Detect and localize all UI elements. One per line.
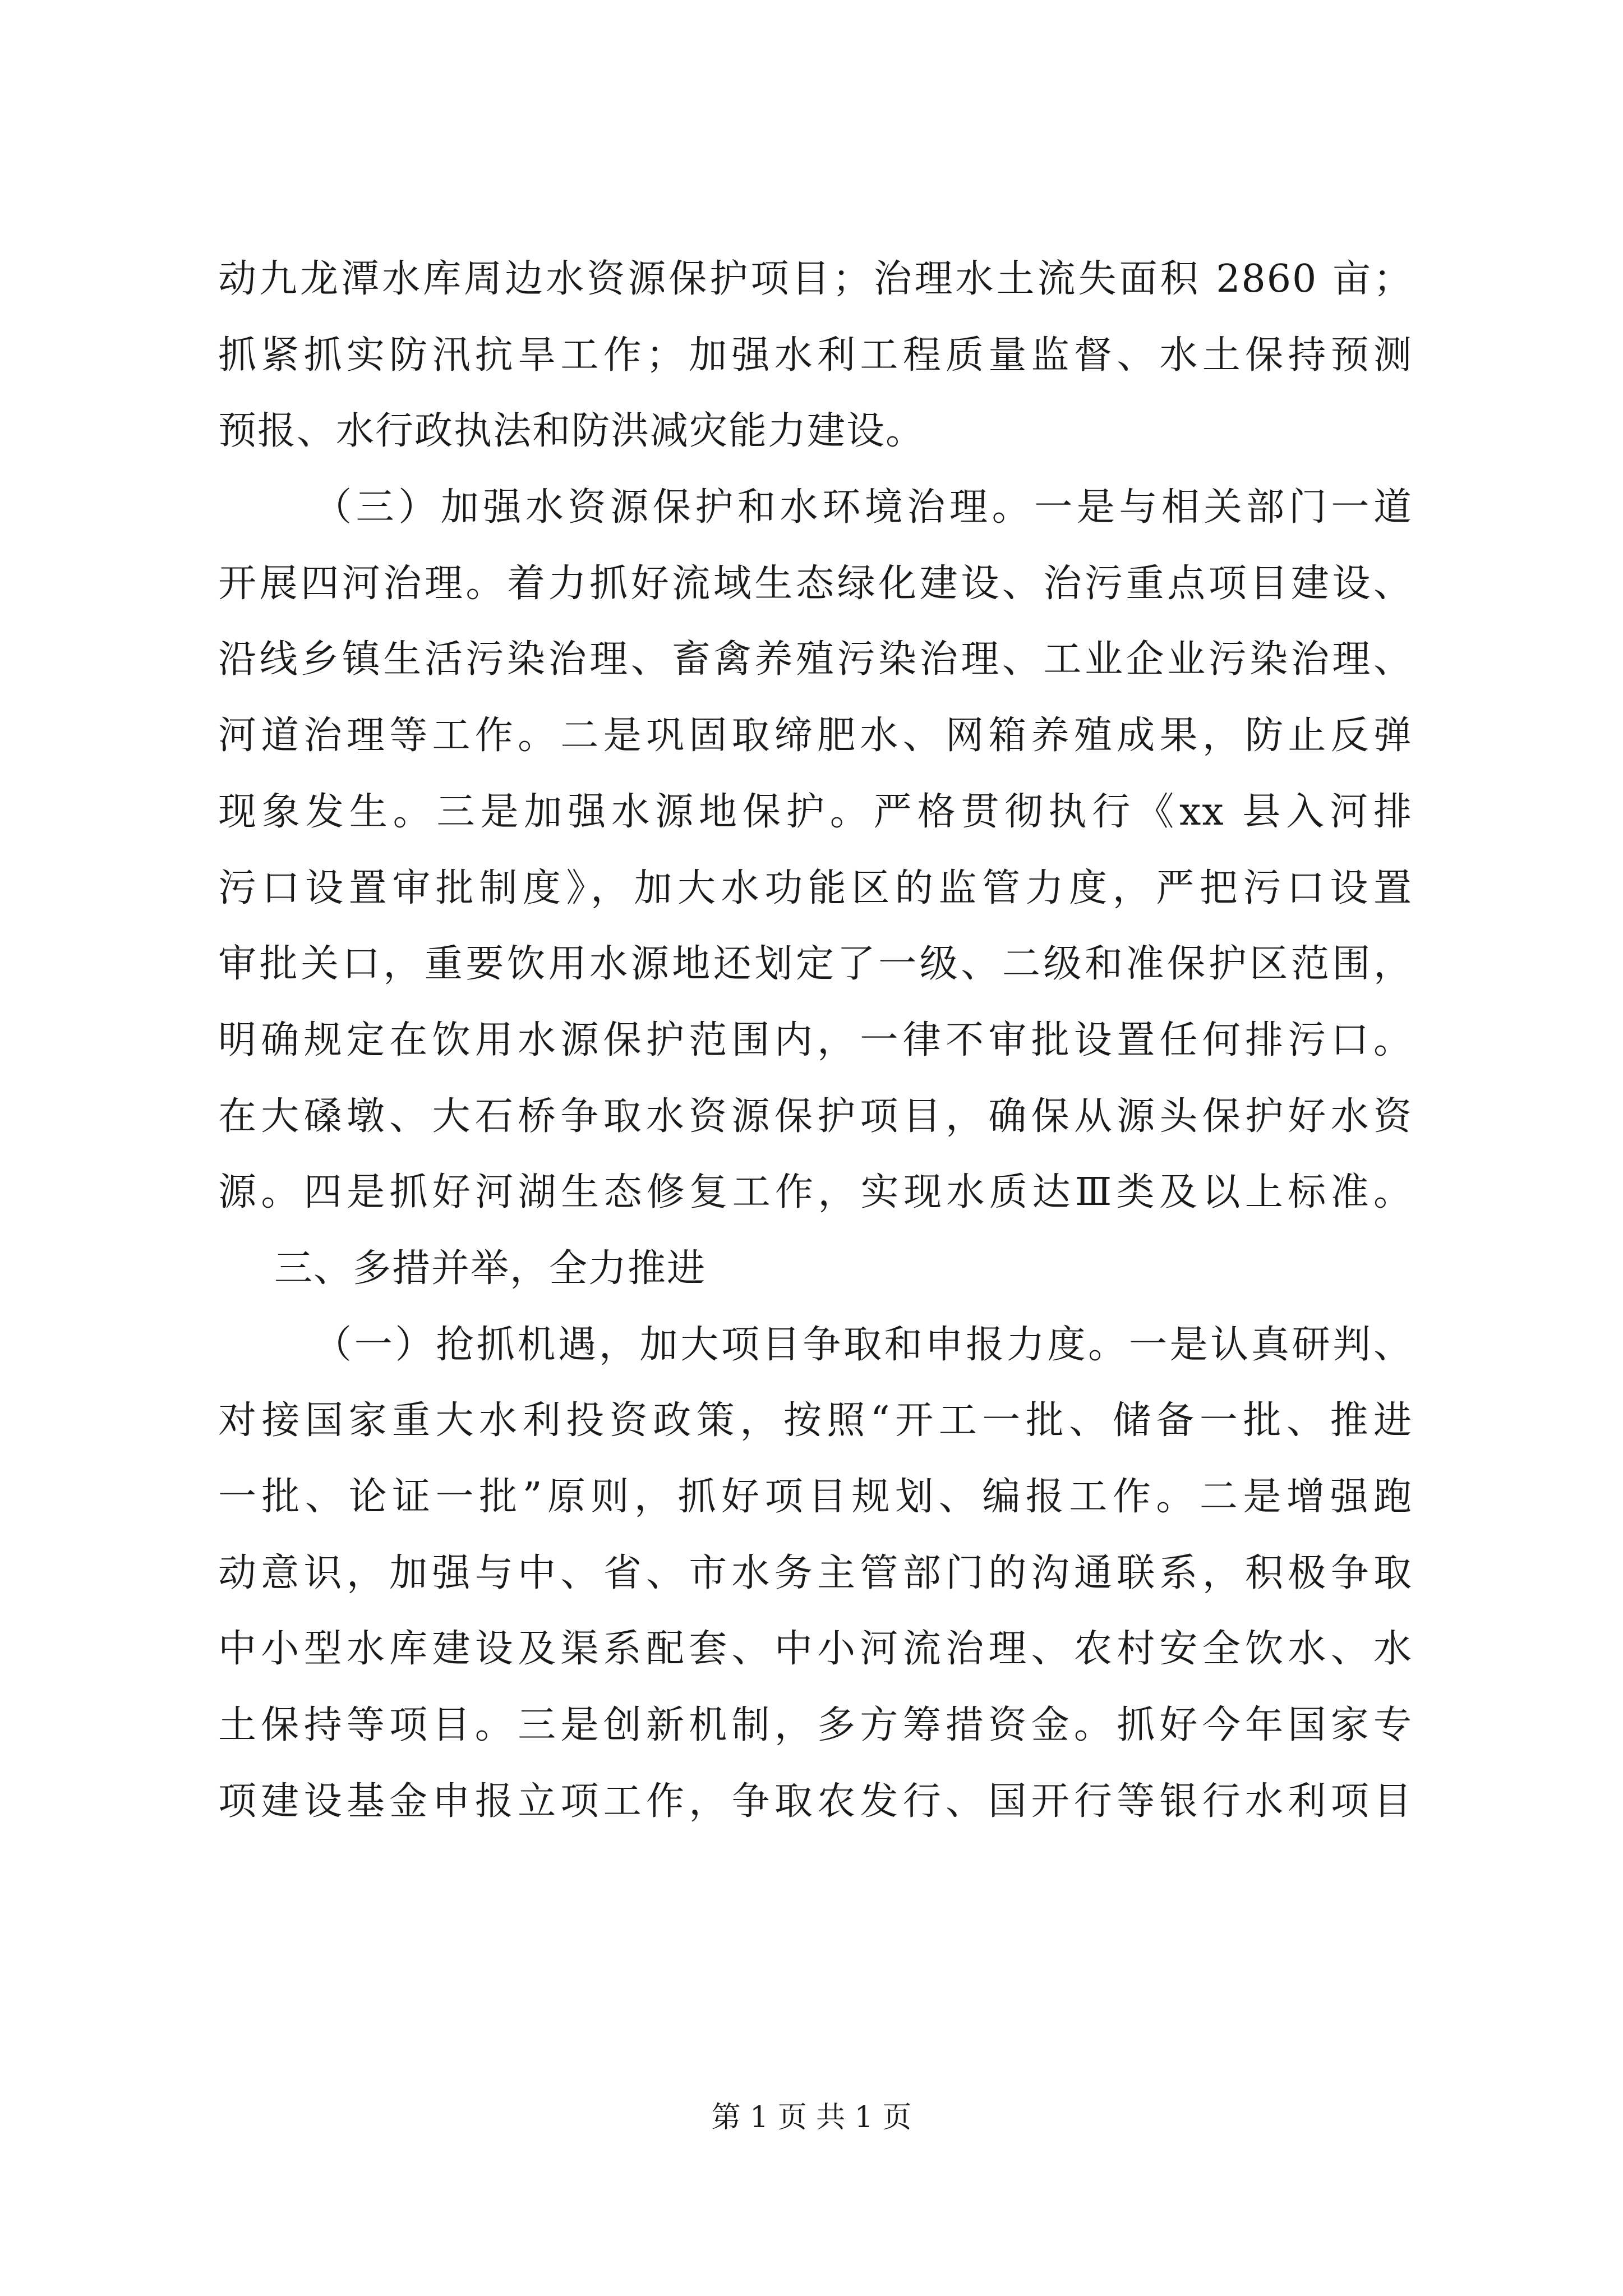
text-line: 现象发生。三是加强水源地保护。严格贯彻执行《xx 县入河排 (218, 789, 1413, 834)
text-line: 明确规定在饮用水源保护范围内，一律不审批设置任何排污口。 (218, 1018, 1413, 1062)
text-line: 河道治理等工作。二是巩固取缔肥水、网箱养殖成果，防止反弹 (218, 714, 1413, 758)
section-heading-line: （三）加强水资源保护和水环境治理。一是与相关部门一道 (313, 485, 1413, 530)
text-line: 动九龙潭水库周边水资源保护项目；治理水土流失面积 2860 亩； (218, 257, 1413, 301)
text-line: 沿线乡镇生活污染治理、畜禽养殖污染治理、工业企业污染治理、 (218, 637, 1413, 682)
text-line: 一批、论证一批”原则，抓好项目规划、编报工作。二是增强跑 (218, 1475, 1413, 1519)
text-line: 抓紧抓实防汛抗旱工作；加强水利工程质量监督、水土保持预测 (218, 333, 1413, 378)
text-line: 对接国家重大水利投资政策，按照“开工一批、储备一批、推进 (218, 1398, 1413, 1443)
text-line: 土保持等项目。三是创新机制，多方筹措资金。抓好今年国家专 (218, 1703, 1413, 1748)
text-line: 动意识，加强与中、省、市水务主管部门的沟通联系，积极争取 (218, 1550, 1413, 1595)
page-number-footer: 第 1 页 共 1 页 (711, 2101, 912, 2134)
text-line: 污口设置审批制度》，加大水功能区的监管力度，严把污口设置 (218, 866, 1413, 910)
chapter-heading: 三、多措并举，全力推进 (274, 1246, 707, 1291)
document-body (218, 241, 1413, 1839)
section-heading-line: （一）抢抓机遇，加大项目争取和申报力度。一是认真研判、 (313, 1322, 1413, 1367)
text-line: 开展四河治理。着力抓好流域生态绿化建设、治污重点项目建设、 (218, 561, 1413, 606)
text-line: 审批关口，重要饮用水源地还划定了一级、二级和准保护区范围， (218, 942, 1413, 987)
text-line: 预报、水行政执法和防洪减灾能力建设。 (218, 409, 925, 454)
text-line: 源。四是抓好河湖生态修复工作，实现水质达Ⅲ类及以上标准。 (218, 1170, 1413, 1215)
text-line: 中小型水库建设及渠系配套、中小河流治理、农村安全饮水、水 (218, 1627, 1413, 1672)
text-line: 项建设基金申报立项工作，争取农发行、国开行等银行水利项目 (218, 1779, 1413, 1824)
text-line: 在大磉墩、大石桥争取水资源保护项目，确保从源头保护好水资 (218, 1094, 1413, 1139)
